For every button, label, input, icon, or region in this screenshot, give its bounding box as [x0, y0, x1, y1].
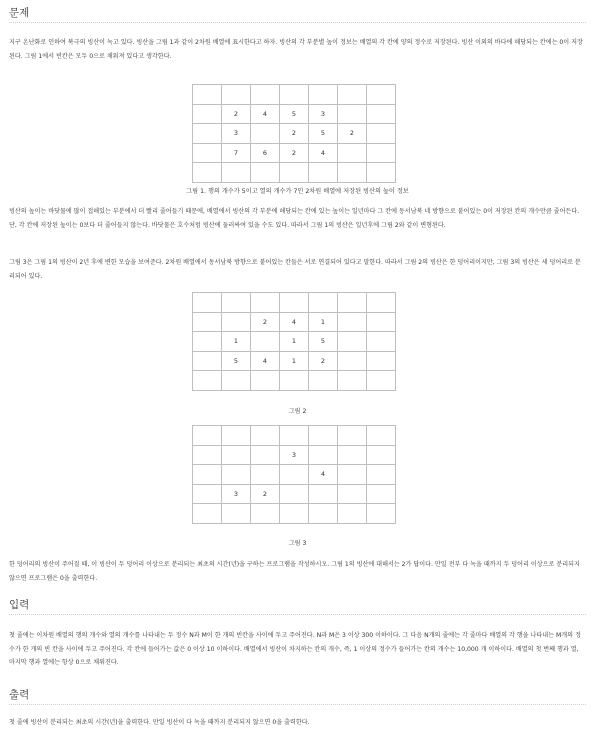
grid-cell — [193, 371, 222, 391]
figure-1-caption: 그림 1. 행의 개수가 5이고 열의 개수가 7인 2차원 배열에 저장된 빙산의 높이 정보 — [186, 188, 409, 195]
input-heading: 입력 — [9, 599, 30, 611]
grid-row — [193, 504, 396, 524]
grid-cell — [338, 332, 367, 352]
problem-heading-divider — [9, 22, 586, 23]
grid-cell: 5 — [222, 351, 251, 371]
grid-cell — [193, 124, 222, 144]
grid-row — [193, 163, 396, 183]
grid-cell — [367, 484, 396, 504]
grid-row — [193, 426, 396, 446]
grid-cell — [222, 371, 251, 391]
grid-cell — [193, 351, 222, 371]
problem-paragraph-4: 한 덩어리의 빙산이 주어질 때, 이 빙산이 두 덩어리 이상으로 분리되는 최초의 시간(년)을 구하는 프로그램을 작성하시오. 그림 1의 빙산에 대해서는 2가 답이다. 만일 전부 다 녹을 때까지 두 덩어리 이상으로 분리되지 않으면 프로그램은 0을 출력한다. — [9, 561, 580, 582]
grid-row — [193, 351, 396, 371]
grid-cell: 5 — [309, 124, 338, 144]
grid-cell — [338, 504, 367, 524]
grid-cell — [222, 504, 251, 524]
grid-cell — [367, 445, 396, 465]
grid-cell: 4 — [280, 312, 309, 332]
problem-paragraph-1: 지구 온난화로 인하여 북극의 빙산이 녹고 있다. 빙산을 그림 1과 같이 2차원 배열에 표시한다고 하자. 빙산의 각 부분별 높이 정보는 배열의 각 칸에 양의 정수로 저장된다. 빙산 이외의 바다에 해당되는 칸에는 0이 저장된다. 그림 1에서 빈칸은 모두 0으로 채워져 있다고 생각한다. — [9, 39, 583, 60]
grid-cell — [338, 371, 367, 391]
grid-row — [193, 293, 396, 313]
grid-cell: 2 — [338, 124, 367, 144]
grid-cell — [193, 104, 222, 124]
grid-cell — [222, 85, 251, 105]
grid-cell: 4 — [309, 465, 338, 485]
output-heading: 출력 — [9, 689, 30, 701]
problem-heading: 문제 — [9, 7, 30, 19]
grid-cell — [222, 445, 251, 465]
grid-cell — [251, 504, 280, 524]
grid-cell: 3 — [222, 484, 251, 504]
grid-cell — [251, 85, 280, 105]
grid-cell: 4 — [309, 143, 338, 163]
grid-cell — [280, 371, 309, 391]
figure-3-caption: 그림 3 — [288, 540, 307, 547]
grid-cell — [309, 445, 338, 465]
grid-cell — [280, 504, 309, 524]
grid-cell — [280, 426, 309, 446]
grid-cell — [338, 163, 367, 183]
problem-section — [9, 0, 586, 31]
problem-paragraph-3: 그림 3은 그림 1의 빙산이 2년 후에 변한 모습을 보여준다. 2차원 배열에서 동서남북 방향으로 붙어있는 칸들은 서로 연결되어 있다고 말한다. 따라서 그림 2의 빙산은 한 덩어리이지만, 그림 3의 빙산은 세 덩어리로 분리되어 있다. — [9, 259, 581, 280]
grid-cell: 2 — [251, 484, 280, 504]
grid-cell — [367, 143, 396, 163]
grid-cell — [367, 293, 396, 313]
grid-cell — [338, 85, 367, 105]
grid-cell — [280, 293, 309, 313]
grid-cell — [222, 426, 251, 446]
grid-cell — [193, 163, 222, 183]
grid-cell — [280, 465, 309, 485]
grid-cell — [251, 293, 280, 313]
grid-cell — [338, 426, 367, 446]
grid-row — [193, 332, 396, 352]
grid-cell: 1 — [222, 332, 251, 352]
grid-cell — [367, 426, 396, 446]
problem-paragraph-2: 빙산의 높이는 바닷물에 많이 접해있는 부분에서 더 빨리 줄어들기 때문에, 배열에서 빙산의 각 부분에 해당되는 칸에 있는 높이는 일년마다 그 칸에 동서남북 네 방향으로 붙어있는 0이 저장된 칸의 개수만큼 줄어든다. 단, 각 칸에 저장된 높이는 0보다 더 줄어들지 않는다. 바닷물은 호수처럼 빙산에 둘러싸여 있을 수도 있다. 따라서 그림 1의 빙산은 일년후에 그림 2와 같이 변형된다. — [9, 208, 580, 229]
grid-cell — [251, 426, 280, 446]
figure-3-grid — [192, 425, 396, 524]
grid-row — [193, 104, 396, 124]
grid-cell — [280, 484, 309, 504]
grid-cell — [222, 465, 251, 485]
grid-cell — [251, 332, 280, 352]
grid-cell — [309, 293, 338, 313]
grid-cell: 1 — [280, 351, 309, 371]
grid-cell — [251, 445, 280, 465]
figure-2-caption: 그림 2 — [288, 408, 307, 415]
figure-2-grid — [192, 292, 396, 391]
output-paragraph: 첫 줄에 빙산이 분리되는 최초의 시간(년)을 출력한다. 만일 빙산이 다 녹을 때까지 분리되지 않으면 0을 출력한다. — [9, 719, 310, 726]
grid-row — [193, 445, 396, 465]
grid-cell: 2 — [309, 351, 338, 371]
grid-cell: 2 — [222, 104, 251, 124]
grid-cell — [367, 312, 396, 332]
grid-cell — [193, 504, 222, 524]
grid-cell: 7 — [222, 143, 251, 163]
grid-cell — [309, 163, 338, 183]
grid-cell — [338, 312, 367, 332]
grid-cell — [309, 85, 338, 105]
grid-cell — [367, 351, 396, 371]
grid-cell — [338, 104, 367, 124]
grid-cell — [367, 85, 396, 105]
grid-cell: 2 — [280, 124, 309, 144]
grid-cell — [309, 504, 338, 524]
grid-cell — [367, 163, 396, 183]
grid-cell: 4 — [251, 104, 280, 124]
grid-cell — [251, 465, 280, 485]
grid-cell — [367, 332, 396, 352]
grid-cell — [251, 371, 280, 391]
grid-row — [193, 124, 396, 144]
input-paragraph: 첫 줄에는 이차원 배열의 행의 개수와 열의 개수를 나타내는 두 정수 N과 M이 한 개의 빈칸을 사이에 두고 주어진다. N과 M은 3 이상 300 이하이다. 그 다음 N개의 줄에는 각 줄마다 배열의 각 행을 나타내는 M개의 정수가 한 개의 빈 칸을 사이에 두고 주어진다. 각 칸에 들어가는 값은 0 이상 10 이하이다. 배열에서 빙산이 차지하는 칸의 개수, 즉, 1 이상의 정수가 들어가는 칸의 개수는 10,000 개 이하이다. 배열의 첫 번째 행과 열, 마지막 행과 열에는 항상 0으로 채워진다. — [9, 632, 581, 667]
grid-cell — [338, 293, 367, 313]
grid-cell — [338, 465, 367, 485]
grid-cell — [193, 85, 222, 105]
grid-cell — [338, 445, 367, 465]
grid-cell — [193, 426, 222, 446]
grid-cell — [193, 312, 222, 332]
grid-cell — [309, 484, 338, 504]
grid-cell: 1 — [280, 332, 309, 352]
grid-cell — [222, 312, 251, 332]
grid-cell — [367, 124, 396, 144]
grid-cell — [280, 85, 309, 105]
grid-cell — [222, 293, 251, 313]
grid-row — [193, 143, 396, 163]
grid-cell — [251, 124, 280, 144]
grid-cell — [338, 484, 367, 504]
input-section — [9, 592, 586, 623]
output-section — [9, 682, 586, 713]
grid-cell: 3 — [280, 445, 309, 465]
grid-cell — [367, 371, 396, 391]
grid-cell: 2 — [280, 143, 309, 163]
grid-cell — [193, 332, 222, 352]
grid-cell: 6 — [251, 143, 280, 163]
grid-cell — [367, 104, 396, 124]
grid-cell: 5 — [280, 104, 309, 124]
grid-cell — [251, 163, 280, 183]
grid-cell — [193, 293, 222, 313]
grid-cell — [280, 163, 309, 183]
grid-cell — [309, 371, 338, 391]
grid-row — [193, 85, 396, 105]
output-heading-divider — [9, 704, 586, 705]
grid-cell — [338, 143, 367, 163]
grid-cell: 1 — [309, 312, 338, 332]
grid-cell: 4 — [251, 351, 280, 371]
grid-cell: 5 — [309, 332, 338, 352]
grid-cell — [222, 163, 251, 183]
grid-cell — [367, 465, 396, 485]
grid-cell: 3 — [222, 124, 251, 144]
grid-cell — [193, 484, 222, 504]
grid-cell: 3 — [309, 104, 338, 124]
grid-row — [193, 371, 396, 391]
grid-cell — [193, 465, 222, 485]
grid-row — [193, 312, 396, 332]
grid-cell — [338, 351, 367, 371]
grid-cell — [367, 504, 396, 524]
grid-cell: 2 — [251, 312, 280, 332]
grid-cell — [193, 445, 222, 465]
figure-1-grid — [192, 84, 396, 183]
grid-cell — [193, 143, 222, 163]
input-heading-divider — [9, 614, 586, 615]
grid-row — [193, 484, 396, 504]
grid-cell — [309, 426, 338, 446]
grid-row — [193, 465, 396, 485]
